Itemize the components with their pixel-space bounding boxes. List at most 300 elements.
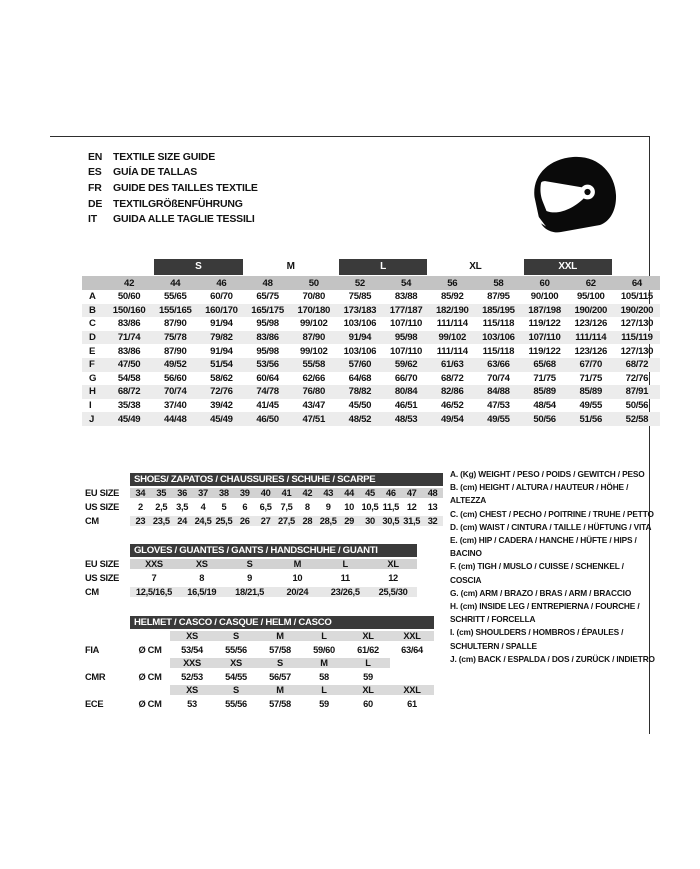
measure-cell: 50/56 bbox=[625, 400, 649, 412]
gloves-cell: 7 bbox=[130, 573, 178, 583]
measure-cell: 111/114 bbox=[575, 332, 607, 344]
measure-cell: 182/190 bbox=[435, 304, 469, 316]
size-number-cell: 58 bbox=[493, 277, 504, 289]
measure-cell: 61/63 bbox=[440, 359, 464, 371]
measure-cell: 51/56 bbox=[579, 413, 602, 425]
helmet-cell: 59 bbox=[346, 672, 390, 682]
shoes-cell: 5 bbox=[213, 502, 234, 512]
measure-cell: 155/165 bbox=[158, 304, 192, 316]
legend-item: H. (cm) INSIDE LEG / ENTREPIERNA / FOURCHE / SCHRITT / FORCELLA bbox=[450, 601, 640, 625]
measure-row-i bbox=[82, 399, 660, 413]
measure-cell: 190/200 bbox=[574, 304, 608, 316]
measure-cell: 87/95 bbox=[487, 291, 510, 303]
measure-cell: 63/66 bbox=[487, 359, 510, 371]
shoes-row-cm bbox=[85, 514, 443, 528]
size-number-row bbox=[82, 276, 660, 290]
helmet-size-row bbox=[85, 657, 434, 671]
shoes-cell: 24,5 bbox=[194, 516, 212, 526]
helmet-size-row bbox=[85, 630, 434, 644]
measure-cell: 48/53 bbox=[394, 413, 418, 425]
measure-cell: 68/72 bbox=[440, 372, 464, 384]
measure-cell: 115/119 bbox=[621, 332, 653, 344]
measure-cell: 45/49 bbox=[210, 413, 233, 425]
language-header bbox=[88, 149, 258, 227]
measure-row-a bbox=[82, 290, 660, 304]
shoes-row-label: EU SIZE bbox=[85, 488, 120, 498]
shoes-cell: 7,5 bbox=[276, 502, 297, 512]
measure-letter: B bbox=[89, 304, 96, 316]
measure-cell: 46/50 bbox=[256, 413, 279, 425]
measure-cell: 68/72 bbox=[117, 386, 141, 398]
shoes-size-table bbox=[85, 472, 443, 528]
shoes-cell: 23,5 bbox=[152, 516, 170, 526]
measure-cell: 46/52 bbox=[440, 400, 464, 412]
size-number-cell: 42 bbox=[124, 277, 135, 289]
helmet-cell: 59/60 bbox=[302, 645, 346, 655]
measure-cell: 185/195 bbox=[482, 304, 515, 316]
helmet-cell: 53/54 bbox=[170, 645, 214, 655]
shoes-cell: 44 bbox=[339, 488, 360, 498]
legend-item: C. (cm) CHEST / PECHO / POITRINE / TRUHE / PETTO bbox=[450, 508, 654, 519]
measure-cell: 57/60 bbox=[348, 359, 372, 371]
size-number-cell: 56 bbox=[447, 277, 458, 289]
measure-cell: 51/54 bbox=[210, 359, 233, 371]
language-row bbox=[88, 211, 258, 227]
measure-cell: 83/86 bbox=[256, 332, 279, 344]
measure-cell: 66/70 bbox=[394, 372, 418, 384]
measure-cell: 119/122 bbox=[528, 345, 561, 357]
helmet-cell: S bbox=[258, 658, 302, 668]
language-code: IT bbox=[88, 213, 97, 226]
measure-cell: 103/106 bbox=[343, 345, 377, 357]
helmet-cell: M bbox=[258, 685, 302, 695]
measure-cell: 78/82 bbox=[348, 386, 372, 398]
gloves-cell: M bbox=[273, 559, 321, 569]
measure-cell: 115/118 bbox=[482, 345, 515, 357]
measure-cell: 99/102 bbox=[299, 318, 328, 330]
measure-cell: 71/75 bbox=[579, 372, 602, 384]
measure-cell: 71/75 bbox=[533, 372, 556, 384]
helmet-cell: 52/53 bbox=[170, 672, 214, 682]
measure-cell: 49/55 bbox=[579, 400, 602, 412]
size-number-cell: 48 bbox=[262, 277, 273, 289]
shoes-cell: 23 bbox=[130, 516, 151, 526]
gloves-cell: 16,5/19 bbox=[178, 587, 226, 597]
legend-item: I. (cm) SHOULDERS / HOMBROS / ÉPAULES / SCHULTERN / SPALLE bbox=[450, 627, 624, 651]
language-row bbox=[88, 149, 258, 165]
helmet-icon bbox=[531, 155, 619, 233]
helmet-title: HELMET / CASCO / CASQUE / HELM / CASCO bbox=[130, 616, 434, 629]
measure-cell: 91/94 bbox=[348, 332, 372, 344]
shoes-cell: 45 bbox=[360, 488, 381, 498]
language-code: EN bbox=[88, 150, 103, 163]
measure-cell: 65/68 bbox=[533, 359, 556, 371]
helmet-title-row bbox=[85, 616, 434, 630]
helmet-cell: 55/56 bbox=[214, 645, 258, 655]
helmet-cell: 57/58 bbox=[258, 699, 302, 709]
language-row bbox=[88, 180, 258, 196]
measure-cell: 105/115 bbox=[620, 291, 653, 303]
legend-item: J. (cm) BACK / ESPALDA / DOS / ZURÜCK / INDIETRO bbox=[450, 653, 655, 664]
measure-cell: 87/90 bbox=[163, 345, 187, 357]
language-row bbox=[88, 165, 258, 181]
measure-cell: 64/68 bbox=[348, 372, 372, 384]
measure-cell: 35/38 bbox=[117, 400, 141, 412]
measure-cell: 99/102 bbox=[438, 332, 467, 344]
helmet-row-fia bbox=[85, 643, 434, 657]
measure-cell: 65/75 bbox=[256, 291, 279, 303]
measure-cell: 84/88 bbox=[487, 386, 510, 398]
gloves-cell: 9 bbox=[226, 573, 274, 583]
language-title: GUIDE DES TAILLES TEXTILE bbox=[113, 181, 258, 194]
measure-letter: H bbox=[89, 386, 96, 398]
shoes-cell: 2 bbox=[130, 502, 151, 512]
measure-letter: E bbox=[89, 345, 96, 357]
measure-letter: F bbox=[89, 359, 95, 371]
helmet-cell: XS bbox=[170, 631, 214, 641]
language-code: DE bbox=[88, 197, 103, 210]
helmet-cell: S bbox=[214, 631, 258, 641]
shoes-cell: 11,5 bbox=[380, 502, 401, 512]
gloves-cell: 12 bbox=[369, 573, 417, 583]
measure-cell: 170/180 bbox=[297, 304, 331, 316]
helmet-cell: L bbox=[346, 658, 390, 668]
gloves-cell: S bbox=[226, 559, 274, 569]
shoes-cell: 25,5 bbox=[215, 516, 233, 526]
shoes-cell: 43 bbox=[318, 488, 339, 498]
gloves-cell: XL bbox=[369, 559, 417, 569]
shoes-cell: 6,5 bbox=[255, 502, 276, 512]
size-number-cell: 46 bbox=[216, 277, 227, 289]
measure-cell: 91/94 bbox=[210, 345, 233, 357]
helmet-cell: XS bbox=[170, 685, 214, 695]
measure-cell: 80/84 bbox=[394, 386, 418, 398]
helmet-cell: 57/58 bbox=[258, 645, 302, 655]
measure-cell: 49/54 bbox=[440, 413, 464, 425]
helmet-cell: 60 bbox=[346, 699, 390, 709]
size-number-cell: 52 bbox=[354, 277, 365, 289]
gloves-cell: XS bbox=[178, 559, 226, 569]
measure-cell: 76/80 bbox=[302, 386, 325, 398]
measure-cell: 83/86 bbox=[117, 318, 141, 330]
helmet-cell: 58 bbox=[302, 672, 346, 682]
measure-row-f bbox=[82, 358, 660, 372]
helmet-cell: L bbox=[302, 685, 346, 695]
measure-cell: 50/60 bbox=[117, 291, 141, 303]
measure-cell: 55/65 bbox=[163, 291, 187, 303]
shoes-cell: 32 bbox=[422, 516, 443, 526]
helmet-row-cmr bbox=[85, 670, 434, 684]
measurement-legend bbox=[450, 468, 656, 666]
measure-cell: 115/118 bbox=[482, 318, 515, 330]
shoes-cell: 48 bbox=[422, 488, 443, 498]
measure-cell: 165/175 bbox=[251, 304, 284, 316]
measure-row-h bbox=[82, 385, 660, 399]
gloves-cell: L bbox=[321, 559, 369, 569]
measure-cell: 95/98 bbox=[394, 332, 418, 344]
size-number-cell: 44 bbox=[170, 277, 181, 289]
measure-cell: 79/82 bbox=[210, 332, 233, 344]
measure-cell: 60/70 bbox=[210, 291, 233, 303]
gloves-title-row bbox=[85, 543, 417, 557]
measure-cell: 70/74 bbox=[163, 386, 187, 398]
shoes-row-eu-size bbox=[85, 486, 443, 500]
measure-cell: 60/64 bbox=[256, 372, 279, 384]
language-code: ES bbox=[88, 166, 102, 179]
measure-cell: 91/94 bbox=[210, 318, 233, 330]
measure-cell: 62/66 bbox=[302, 372, 325, 384]
shoes-cell: 31,5 bbox=[403, 516, 421, 526]
measure-cell: 46/51 bbox=[394, 400, 418, 412]
measure-cell: 37/40 bbox=[163, 400, 187, 412]
gloves-row-eu-size bbox=[85, 557, 417, 571]
size-number-cell: 50 bbox=[308, 277, 319, 289]
helmet-row-label: FIA bbox=[85, 644, 100, 655]
measure-row-c bbox=[82, 317, 660, 331]
measure-cell: 103/106 bbox=[482, 332, 515, 344]
gloves-cell: 12,5/16,5 bbox=[130, 587, 178, 597]
gloves-cell: 23/26,5 bbox=[321, 587, 369, 597]
size-group-row bbox=[82, 258, 660, 275]
shoes-cell: 27,5 bbox=[278, 516, 295, 526]
helmet-cell: XXL bbox=[390, 631, 434, 641]
size-group-l: L bbox=[339, 259, 427, 275]
shoes-cell: 47 bbox=[401, 488, 422, 498]
measure-cell: 75/78 bbox=[163, 332, 187, 344]
measure-cell: 70/80 bbox=[302, 291, 325, 303]
helmet-cell: L bbox=[302, 631, 346, 641]
size-number-cell: 60 bbox=[539, 277, 550, 289]
shoes-row-us-size bbox=[85, 500, 443, 514]
measure-row-b bbox=[82, 304, 660, 318]
measure-cell: 87/91 bbox=[625, 386, 649, 398]
measure-cell: 47/53 bbox=[487, 400, 510, 412]
measure-cell: 95/98 bbox=[256, 318, 279, 330]
measure-cell: 53/56 bbox=[256, 359, 279, 371]
measure-cell: 49/55 bbox=[487, 413, 510, 425]
measure-cell: 45/49 bbox=[117, 413, 141, 425]
measure-cell: 111/114 bbox=[436, 318, 468, 330]
measure-cell: 90/100 bbox=[530, 291, 559, 303]
measure-cell: 47/50 bbox=[117, 359, 141, 371]
measure-cell: 107/110 bbox=[528, 332, 561, 344]
helmet-cell: XL bbox=[346, 631, 390, 641]
helmet-cell: 61/62 bbox=[346, 645, 390, 655]
measure-cell: 83/86 bbox=[117, 345, 141, 357]
measure-cell: 87/90 bbox=[163, 318, 187, 330]
size-group-s: S bbox=[154, 259, 242, 275]
measure-cell: 71/74 bbox=[117, 332, 141, 344]
shoes-cell: 2,5 bbox=[151, 502, 172, 512]
helmet-cell: M bbox=[302, 658, 346, 668]
shoes-cell: 37 bbox=[193, 488, 214, 498]
measure-cell: 54/58 bbox=[117, 372, 141, 384]
measure-cell: 187/198 bbox=[528, 304, 561, 316]
gloves-cell: XXS bbox=[130, 559, 178, 569]
size-number-cell: 62 bbox=[585, 277, 596, 289]
language-code: FR bbox=[88, 181, 102, 194]
measure-cell: 160/170 bbox=[205, 304, 238, 316]
measure-cell: 107/110 bbox=[390, 318, 423, 330]
gloves-cell: 20/24 bbox=[273, 587, 321, 597]
gloves-cell: 10 bbox=[273, 573, 321, 583]
measure-letter: J bbox=[89, 413, 95, 425]
shoes-cell: 10,5 bbox=[361, 502, 379, 512]
measure-cell: 39/42 bbox=[210, 400, 233, 412]
size-group-xxl: XXL bbox=[524, 259, 612, 275]
measure-cell: 59/62 bbox=[394, 359, 418, 371]
measure-cell: 48/54 bbox=[533, 400, 556, 412]
shoes-cell: 30,5 bbox=[382, 516, 400, 526]
gloves-title: GLOVES / GUANTES / GANTS / HANDSCHUHE / GUANTI bbox=[130, 544, 417, 557]
shoes-cell: 26 bbox=[234, 516, 255, 526]
measure-cell: 45/50 bbox=[348, 400, 372, 412]
measure-letter: G bbox=[89, 372, 97, 384]
measure-cell: 190/200 bbox=[620, 304, 654, 316]
legend-item: A. (Kg) WEIGHT / PESO / POIDS / GEWITCH / PESO bbox=[450, 469, 645, 479]
shoes-cell: 28,5 bbox=[319, 516, 337, 526]
measure-cell: 85/89 bbox=[579, 386, 602, 398]
shoes-cell: 6 bbox=[234, 502, 255, 512]
helmet-cell: M bbox=[258, 631, 302, 641]
shoes-cell: 36 bbox=[172, 488, 193, 498]
shoes-cell: 35 bbox=[151, 488, 172, 498]
measure-letter: D bbox=[89, 332, 96, 344]
gloves-cell: 25,5/30 bbox=[369, 587, 417, 597]
measure-cell: 123/126 bbox=[574, 318, 608, 330]
measure-cell: 123/126 bbox=[574, 345, 608, 357]
gloves-cell: 18/21,5 bbox=[226, 587, 274, 597]
measure-cell: 83/88 bbox=[394, 291, 418, 303]
shoes-cell: 38 bbox=[213, 488, 234, 498]
helmet-size-row bbox=[85, 684, 434, 698]
measure-cell: 72/76 bbox=[625, 372, 649, 384]
measure-cell: 82/86 bbox=[440, 386, 464, 398]
measure-cell: 87/90 bbox=[302, 332, 325, 344]
helmet-cell: XXS bbox=[170, 658, 214, 668]
shoes-cell: 29 bbox=[339, 516, 360, 526]
measure-cell: 43/47 bbox=[302, 400, 325, 412]
size-number-cell: 64 bbox=[631, 277, 642, 289]
shoes-cell: 27 bbox=[255, 516, 276, 526]
measure-cell: 177/187 bbox=[389, 304, 423, 316]
measure-cell: 58/62 bbox=[210, 372, 233, 384]
measure-cell: 127/130 bbox=[620, 345, 654, 357]
helmet-cell: 54/55 bbox=[214, 672, 258, 682]
language-title: TEXTILE SIZE GUIDE bbox=[113, 150, 215, 163]
gloves-row-label: EU SIZE bbox=[85, 559, 120, 569]
shoes-row-label: US SIZE bbox=[85, 502, 120, 512]
legend-item: E. (cm) HIP / CADERA / HANCHE / HÜFTE / HIPS / BACINO bbox=[450, 535, 637, 559]
shoes-cell: 9 bbox=[318, 502, 339, 512]
measure-cell: 150/160 bbox=[112, 304, 146, 316]
measure-cell: 107/110 bbox=[390, 345, 423, 357]
measure-cell: 67/70 bbox=[579, 359, 602, 371]
size-number-cell: 54 bbox=[401, 277, 412, 289]
gloves-row-us-size bbox=[85, 571, 417, 585]
gloves-row-label: US SIZE bbox=[85, 573, 120, 583]
measure-cell: 99/102 bbox=[299, 345, 328, 357]
helmet-cell: S bbox=[214, 685, 258, 695]
measure-cell: 85/89 bbox=[533, 386, 556, 398]
helmet-cell: Ø CM bbox=[130, 645, 170, 655]
measure-cell: 49/52 bbox=[163, 359, 187, 371]
measure-letter: A bbox=[89, 291, 96, 303]
shoes-cell: 39 bbox=[234, 488, 255, 498]
measure-cell: 173/183 bbox=[343, 304, 377, 316]
measure-row-d bbox=[82, 331, 660, 345]
gloves-size-table bbox=[85, 543, 417, 599]
textile-size-table bbox=[82, 258, 660, 426]
measure-cell: 48/52 bbox=[348, 413, 372, 425]
size-group-xl: XL bbox=[469, 261, 482, 272]
measure-cell: 41/45 bbox=[256, 400, 279, 412]
size-group-m: M bbox=[286, 261, 295, 272]
measure-cell: 119/122 bbox=[528, 318, 561, 330]
measure-row-e bbox=[82, 344, 660, 358]
helmet-cell: XS bbox=[214, 658, 258, 668]
helmet-row-label: ECE bbox=[85, 698, 104, 709]
measure-cell: 127/130 bbox=[620, 318, 654, 330]
shoes-cell: 40 bbox=[255, 488, 276, 498]
shoes-cell: 3,5 bbox=[172, 502, 193, 512]
language-row bbox=[88, 196, 258, 212]
measure-letter: I bbox=[89, 400, 92, 412]
measure-letter: C bbox=[89, 318, 96, 330]
helmet-row-label: CMR bbox=[85, 671, 106, 682]
language-title: GUIDA ALLE TAGLIE TESSILI bbox=[113, 213, 255, 226]
language-title: TEXTILGRÖßENFÜHRUNG bbox=[113, 197, 243, 210]
measure-cell: 85/92 bbox=[440, 291, 464, 303]
helmet-cell: 63/64 bbox=[390, 645, 434, 655]
helmet-cell: 53 bbox=[170, 699, 214, 709]
shoes-cell: 8 bbox=[297, 502, 318, 512]
shoes-cell: 41 bbox=[276, 488, 297, 498]
helmet-cell: XXL bbox=[390, 685, 434, 695]
measure-cell: 52/58 bbox=[625, 413, 649, 425]
gloves-row-cm bbox=[85, 585, 417, 599]
shoes-title-row bbox=[85, 472, 443, 486]
language-title: GUÍA DE TALLAS bbox=[113, 166, 198, 179]
measure-cell: 95/100 bbox=[576, 291, 605, 303]
measure-cell: 47/51 bbox=[302, 413, 325, 425]
measure-cell: 44/48 bbox=[163, 413, 187, 425]
measure-cell: 74/78 bbox=[256, 386, 279, 398]
helmet-cell: 56/57 bbox=[258, 672, 302, 682]
gloves-cell: 8 bbox=[178, 573, 226, 583]
measure-row-j bbox=[82, 412, 660, 426]
shoes-cell: 10 bbox=[339, 502, 360, 512]
shoes-cell: 13 bbox=[422, 502, 443, 512]
legend-item: G. (cm) ARM / BRAZO / BRAS / ARM / BRACCIO bbox=[450, 587, 632, 598]
helmet-size-table bbox=[85, 616, 434, 711]
measure-cell: 68/72 bbox=[625, 359, 649, 371]
shoes-cell: 12 bbox=[401, 502, 422, 512]
measure-cell: 75/85 bbox=[348, 291, 372, 303]
measure-cell: 103/106 bbox=[343, 318, 377, 330]
measure-cell: 50/56 bbox=[533, 413, 556, 425]
shoes-cell: 46 bbox=[380, 488, 401, 498]
legend-item: D. (cm) WAIST / CINTURA / TAILLE / HÜFTUNG / VITA bbox=[450, 521, 652, 532]
legend-item: F. (cm) TIGH / MUSLO / CUISSE / SCHENKEL / COSCIA bbox=[450, 561, 624, 585]
helmet-cell: Ø CM bbox=[130, 672, 170, 682]
shoes-cell: 24 bbox=[172, 516, 193, 526]
shoes-cell: 4 bbox=[193, 502, 214, 512]
helmet-cell: XL bbox=[346, 685, 390, 695]
shoes-title: SHOES/ ZAPATOS / CHAUSSURES / SCHUHE / SCARPE bbox=[130, 473, 443, 486]
gloves-cell: 11 bbox=[321, 573, 369, 583]
helmet-cell: 61 bbox=[390, 699, 434, 709]
